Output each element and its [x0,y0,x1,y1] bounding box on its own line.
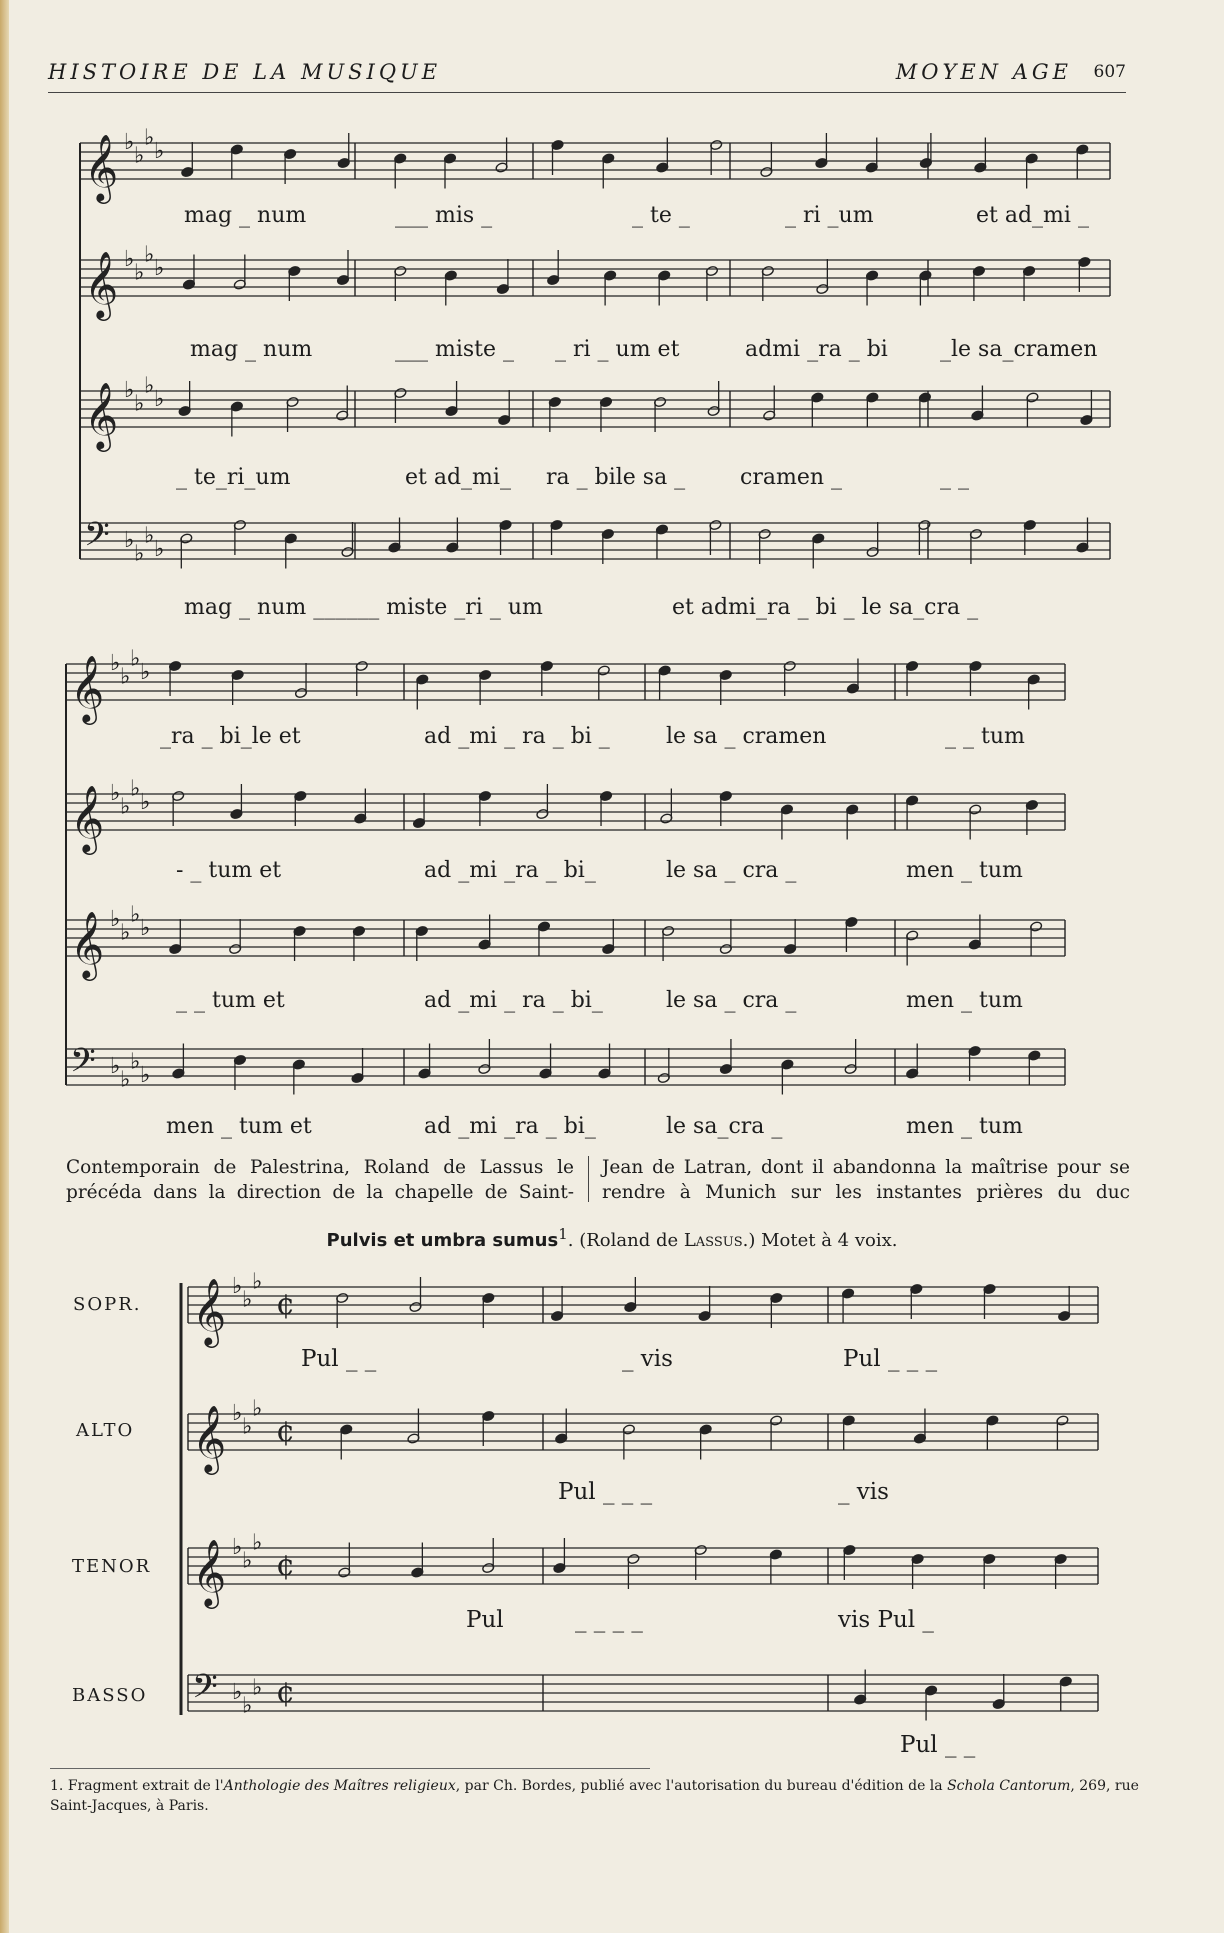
system2-alto-syllables: le sa _ cra _ [666,858,797,883]
motet-composer: Lassus [683,1230,743,1251]
system2-tenor-syllables: _ _ tum et [176,988,285,1013]
voice-label-alto: ALTO [76,1420,135,1441]
system3-bass-syllables: Pul _ _ [900,1732,976,1758]
flat-sign: ♭ [252,1269,263,1295]
flat-sign: ♭ [130,902,141,928]
system3-staff-3 [188,1548,1098,1584]
clefs-and-keys [70,126,295,1719]
system1-staff-2 [80,260,1110,296]
motet-title: Pulvis et umbra sumus [326,1230,559,1251]
column-divider [588,1156,589,1202]
flat-sign: ♭ [140,660,151,685]
system1-bass-syllables: mag _ num ______ miste _ri _ um [184,595,543,620]
flat-sign: ♭ [120,920,131,946]
flat-sign: ♭ [252,1530,263,1556]
system3-staff-2 [188,1414,1098,1450]
cut-time-signature: ¢ [276,1675,296,1710]
system3-tenor-syllables: _ _ _ _ [575,1607,643,1633]
flat-sign: ♭ [252,1675,263,1701]
lyrics [160,203,1097,1758]
flat-sign: ♭ [134,541,145,567]
running-header-right: MOYEN AGE [895,60,1072,84]
footnote-mark: 1 [558,1225,568,1243]
system3-staff-4 [188,1675,1098,1711]
footnote-pre: Fragment extrait de l' [67,1778,224,1794]
system1-bass-syllables: et admi_ra _ bi _ le sa_cra _ [672,595,979,620]
flat-sign: ♭ [242,1414,253,1440]
flat-sign: ♭ [232,1274,243,1299]
system2-notes-1 [169,659,1041,710]
flat-sign: ♭ [144,242,155,268]
treble-clef: 𝄞 [192,1404,227,1472]
footnote-book-title: Anthologie des Maîtres religieux [223,1778,456,1794]
footnote-mid: , par Ch. Bordes, publié avec l'autorisation du bureau d'édition de la [455,1778,948,1794]
bass-clef: 𝄢 [84,516,110,562]
system2-bass-syllables: ad _mi _ra _ bi_ [424,1114,596,1139]
system3-soprano-syllables: _ vis [622,1346,673,1372]
flat-sign: ♭ [144,125,155,151]
system1-notes-4 [180,518,1089,569]
flat-sign: ♭ [120,664,131,690]
system3-soprano-syllables: Pul _ _ _ [843,1346,938,1372]
prose-left-column: Contemporain de Palestrina, Roland de Lassus le précéda dans la direction de la chapelle de Saint- [66,1157,574,1203]
system1-soprano-syllables: _ te _ [632,203,690,228]
flat-sign: ♭ [110,1054,121,1079]
flat-sign: ♭ [130,646,141,672]
flat-sign: ♭ [140,790,151,815]
cut-time-signature: ¢ [276,1548,296,1583]
cut-time-signature: ¢ [276,1287,296,1322]
flat-sign: ♭ [134,260,145,286]
motet-composer-open: . (Roland de [567,1230,684,1251]
treble-clef: 𝄞 [84,250,119,318]
system2-soprano-syllables: _ra _ bi_le et [160,724,301,749]
flat-sign: ♭ [134,391,145,417]
system1-soprano-syllables: et ad_mi _ [976,203,1089,228]
flat-sign: ♭ [232,1401,243,1426]
system2-soprano-syllables: ad _mi _ ra _ bi _ [424,724,610,749]
flat-sign: ♭ [242,1548,253,1574]
flat-sign: ♭ [144,523,155,549]
system2-bass-syllables: men _ tum [906,1114,1023,1139]
treble-clef: 𝄞 [84,381,119,449]
system1-alto-syllables: _ ri _ um et [555,337,680,362]
flat-sign: ♭ [134,143,145,169]
system3-soprano-syllables: Pul _ _ [301,1346,377,1372]
system3-notes-3 [338,1538,1067,1589]
system3-staff-1 [188,1287,1098,1323]
flat-sign: ♭ [154,139,165,164]
system1-soprano-syllables: _ ri _um [785,203,874,228]
system2-alto-syllables: men _ tum [906,858,1023,883]
motet-description: .) Motet à 4 voix. [742,1230,898,1251]
flat-sign: ♭ [140,1063,151,1088]
system2-tenor-syllables: ad _mi _ ra _ bi_ [424,988,603,1013]
system2-soprano-syllables: _ _ tum [945,724,1025,749]
flat-sign: ♭ [130,1049,141,1075]
flat-sign: ♭ [110,781,121,806]
bass-clef: 𝄢 [192,1668,218,1714]
system2-alto-syllables: ad _mi _ra _ bi_ [424,858,596,883]
flat-sign: ♭ [110,651,121,676]
treble-clef: 𝄞 [70,784,105,852]
system3-alto-syllables: Pul _ _ _ [558,1479,653,1505]
system2-tenor-syllables: men _ tum [906,988,1023,1013]
voice-label-soprano: SOPR. [73,1294,142,1315]
flat-sign: ♭ [154,387,165,412]
flat-sign: ♭ [154,256,165,281]
system1-alto-syllables: mag _ num [190,337,313,362]
system2-alto-syllables: - _ tum et [176,858,282,883]
voice-label-basso: BASSO [72,1685,148,1706]
flat-sign: ♭ [130,776,141,802]
flat-sign: ♭ [140,916,151,941]
system1-alto-syllables: _le sa_cramen [940,337,1098,362]
treble-clef: 𝄞 [192,1277,227,1345]
treble-clef: 𝄞 [84,133,119,201]
footnote-schola: Schola Cantorum [947,1778,1071,1794]
system3-alto-syllables: _ vis [838,1479,889,1505]
flat-sign: ♭ [110,907,121,932]
system2-soprano-syllables: le sa _ cramen [666,724,827,749]
flat-sign: ♭ [124,130,135,155]
cut-time-signature: ¢ [276,1414,296,1449]
prose-right-column: Jean de Latran, dont il abandonna la maîtrise pour se rendre à Munich sur les instantes prières du duc [602,1157,1130,1203]
treble-clef: 𝄞 [70,654,105,722]
flat-sign: ♭ [242,1287,253,1313]
running-header-left: HISTOIRE DE LA MUSIQUE [48,60,442,84]
system1-soprano-syllables: mag _ num [184,203,307,228]
system2-staff-4 [66,1049,1065,1085]
flat-sign: ♭ [124,528,135,553]
flat-sign: ♭ [242,1693,253,1719]
flat-sign: ♭ [154,537,165,562]
footnote-post: , 269, rue Saint-Jacques, à Paris. [50,1778,1139,1814]
system1-soprano-syllables: ___ mis _ [395,203,493,228]
flat-sign: ♭ [120,1067,131,1093]
footnote-rule [50,1768,650,1769]
system3-tenor-syllables: Pul [466,1607,504,1633]
system1-tenor-syllables: cramen _ [740,465,842,490]
motet-caption [0,1225,1224,1251]
system2-bass-syllables: men _ tum et [166,1114,312,1139]
flat-sign: ♭ [120,794,131,820]
system1-tenor-syllables: ra _ bile sa _ [546,465,686,490]
system1-tenor-syllables: _ te_ri_um [176,465,291,490]
flat-sign: ♭ [232,1680,243,1705]
page-number: 607 [1093,62,1126,82]
bass-clef: 𝄢 [70,1042,96,1088]
system2-bass-syllables: le sa_cra _ [666,1114,783,1139]
system1-tenor-syllables: _ _ [940,465,969,490]
treble-clef: 𝄞 [70,910,105,978]
flat-sign: ♭ [144,373,155,399]
system2-notes-3 [169,915,1043,966]
system3-notes-4 [854,1670,1073,1721]
system2-tenor-syllables: le sa _ cra _ [666,988,797,1013]
flat-sign: ♭ [124,247,135,272]
system1-alto-syllables: ___ miste _ [395,337,515,362]
system1-tenor-syllables: et ad_mi_ [405,465,511,490]
system1-alto-syllables: admi _ra _ bi [745,337,888,362]
voice-label-tenor: TENOR [72,1556,152,1577]
system3-notes-2 [340,1409,1069,1460]
system3-notes-1 [336,1277,1071,1328]
treble-clef: 𝄞 [192,1538,227,1606]
flat-sign: ♭ [232,1535,243,1560]
footnote [50,1776,1140,1816]
flat-sign: ♭ [252,1396,263,1422]
flat-sign: ♭ [124,378,135,403]
footnote-number: 1. [50,1778,64,1794]
system3-tenor-syllables: vis Pul _ [838,1607,934,1633]
